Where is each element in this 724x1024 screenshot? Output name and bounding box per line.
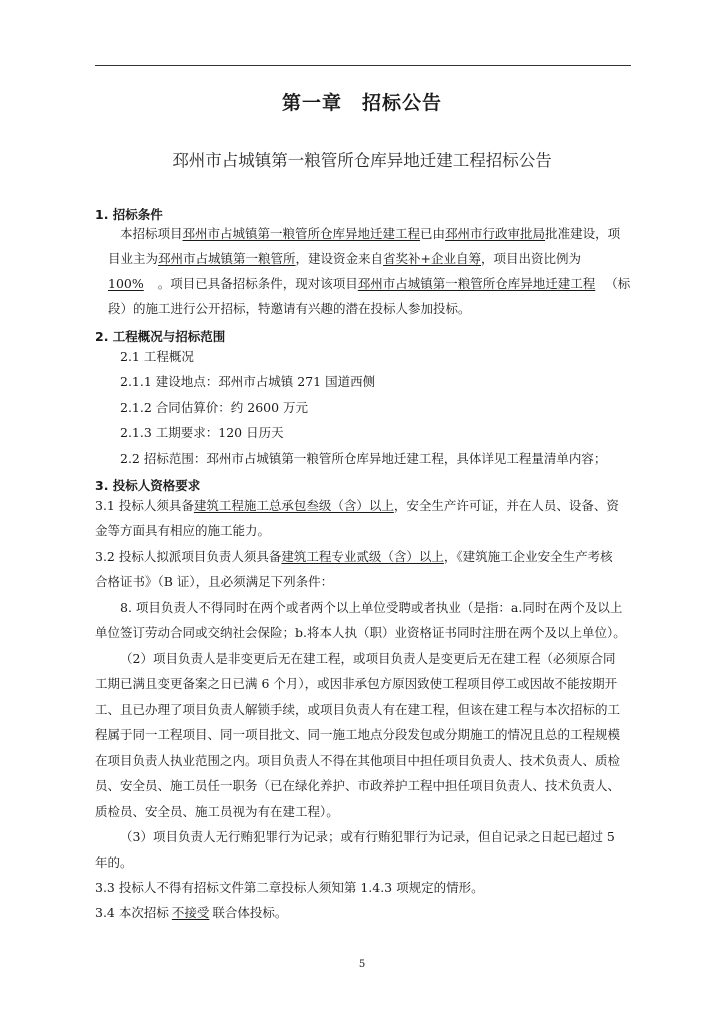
- cond-2-line-5: 在项目负责人执业范围之内。项目负责人不得在其他项目中担任项目负责人、技术负责人、质检: [95, 753, 621, 768]
- chapter-title: 第一章 招标公告: [281, 92, 442, 114]
- section-1-heading: 1. 招标条件: [95, 207, 163, 222]
- cond-2-line-3: 工、且已办理了项目负责人解锁手续，或项目负责人有在建工程，但该在建工程与本次招标的工: [95, 702, 621, 717]
- cond-3-line-2: 年的。: [95, 855, 133, 870]
- s3-4: 3.4 本次招标 不接受 联合体投标。: [95, 905, 288, 920]
- cond-1-line-2: 单位签订劳动合同或交纳社会保险；b.将本人执（职）业资格证书同时注册在两个及以上单位）。: [95, 625, 626, 640]
- s1-line-3: 100% 。项目已具备招标条件，现对该项目邳州市占城镇第一粮管所仓库异地迁建工程 （标: [108, 276, 631, 291]
- s3-3: 3.3 投标人不得有招标文件第二章投标人须知第 1.4.3 项规定的情形。: [95, 880, 484, 895]
- section-2-heading: 2. 工程概况与招标范围: [95, 329, 226, 344]
- cond-2-line-1: （2）项目负责人是非变更后无在建工程，或项目负责人是变更后无在建工程（必须原合同: [120, 651, 616, 666]
- s2-item-3: 2.1.2 合同估算价：约 2600 万元: [120, 400, 309, 415]
- cond-2-line-7: 质检员、安全员、施工员视为有在建工程）。: [95, 804, 339, 819]
- page-number: 5: [358, 959, 366, 970]
- s2-item-1: 2.1 工程概况: [120, 349, 194, 364]
- section-3-heading: 3. 投标人资格要求: [95, 478, 201, 493]
- s3-1-line-2: 金等方面具有相应的施工能力。: [95, 523, 271, 538]
- cond-1-line-1: 8. 项目负责人不得同时在两个或者两个以上单位受聘或者执业（是指：a.同时在两个及以上: [120, 600, 623, 615]
- s3-2-line-1: 3.2 投标人拟派项目负责人须具备建筑工程专业贰级（含）以上，《建筑施工企业安全生产考核: [95, 549, 613, 564]
- s3-1-line-1: 3.1 投标人须具备建筑工程施工总承包叁级（含）以上，安全生产许可证，并在人员、设备、资: [95, 498, 619, 513]
- s3-2-line-2: 合格证书》（B 证），且必须满足下列条件：: [95, 574, 334, 589]
- s2-item-2: 2.1.1 建设地点：邳州市占城镇 271 国道西侧: [120, 374, 376, 389]
- cond-3-line-1: （3）项目负责人无行贿犯罪行为记录；或有行贿犯罪行为记录，但自记录之日起已超过 5: [120, 829, 615, 844]
- s1-line-1: 本招标项目邳州市占城镇第一粮管所仓库异地迁建工程已由邳州市行政审批局批准建设，项: [120, 226, 621, 241]
- announcement-title: 邳州市占城镇第一粮管所仓库异地迁建工程招标公告: [172, 151, 552, 170]
- s1-line-2: 目业主为邳州市占城镇第一粮管所，建设资金来自省奖补+企业自筹，项目出资比例为: [108, 251, 582, 266]
- header-rule: [95, 65, 631, 66]
- s1-line-4: 段）的施工进行公开招标，特邀请有兴趣的潜在投标人参加投标。: [108, 301, 471, 316]
- s2-item-5: 2.2 招标范围：邳州市占城镇第一粮管所仓库异地迁建工程，具体详见工程量清单内容；: [120, 451, 607, 466]
- s2-item-4: 2.1.3 工期要求：120 日历天: [120, 425, 284, 440]
- cond-2-line-2: 工期已满且变更备案之日已满 6 个月），或因非承包方原因致使工程项目停工或因故不能按期开: [95, 676, 618, 691]
- cond-2-line-4: 程属于同一工程项目、同一项目批文、同一施工地点分段发包或分期施工的情况且总的工程规模: [95, 727, 621, 742]
- cond-2-line-6: 员、安全员、施工员任一职务（已在绿化养护、市政养护工程中担任项目负责人、技术负责人、: [95, 778, 621, 793]
